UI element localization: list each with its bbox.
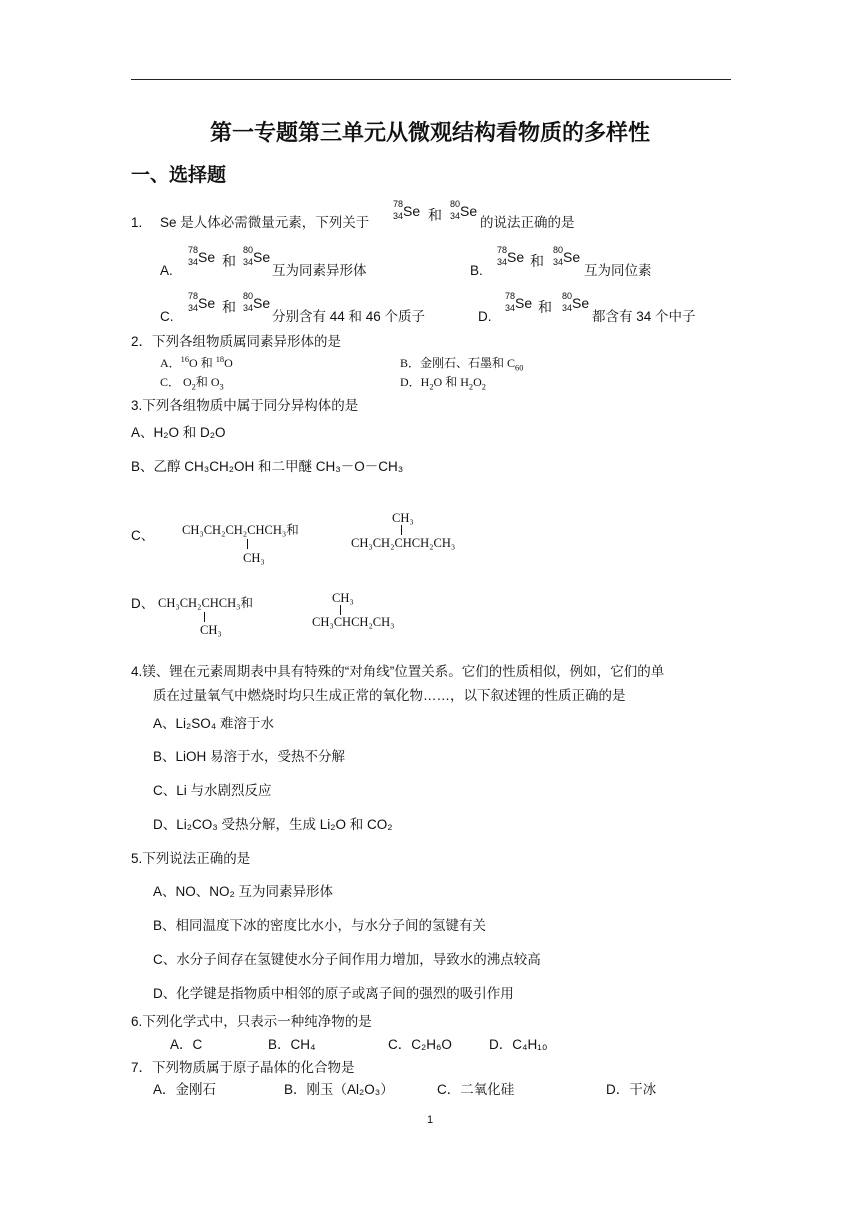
q4-option-a: A、Li₂SO₄ 难溶于水 (153, 716, 275, 731)
q7-stem: 7．下列物质属于原子晶体的化合物是 (131, 1060, 355, 1075)
q2-option-a: A．$^{16}$O 和 $^{18}$O (160, 355, 233, 370)
q4-stem-line1: 4.镁、锂在元素周期表中具有特殊的“对角线”位置关系。它们的性质相似，例如，它们的单 (131, 664, 665, 679)
q1-option-a-label: A. (160, 263, 173, 278)
q1-option-d-text: 都含有 34 个中子 (592, 309, 696, 324)
q3-option-d-label: D、 (131, 596, 155, 611)
q4-option-c: C、Li 与水剧烈反应 (153, 783, 272, 798)
q1-option-c-text: 分别含有 44 和 46 个质子 (272, 309, 426, 324)
q4-option-d: D、Li₂CO₃ 受热分解，生成 Li₂O 和 CO₂ (153, 817, 393, 832)
q1-stem-post: 的说法正确的是 (480, 215, 575, 230)
q6-option-c: C．C₂H₆O (388, 1037, 452, 1052)
q1-option-a-text: 互为同素异形体 (272, 263, 367, 278)
q1-stem-pre: Se 是人体必需微量元素，下列关于 (160, 215, 370, 230)
q6-stem: 6.下列化学式中，只表示一种纯净物的是 (131, 1014, 372, 1029)
q1-option-b-label: B. (470, 263, 483, 278)
q3-option-a: A、H₂O 和 D₂O (131, 425, 226, 440)
q3-stem: 3.下列各组物质中属于同分异构体的是 (131, 398, 359, 413)
q2-stem: 2．下列各组物质属同素异形体的是 (131, 334, 342, 349)
q5-stem: 5.下列说法正确的是 (131, 851, 251, 866)
header-rule (131, 79, 731, 80)
q5-option-d: D、化学键是指物质中相邻的原子或离子间的强烈的吸引作用 (153, 986, 514, 1001)
q7-option-b: B．刚玉（Al₂O₃） (284, 1082, 394, 1097)
q3-option-b: B、乙醇 CH₃CH₂OH 和二甲醚 CH₃－O－CH₃ (131, 459, 404, 474)
q6-option-d: D．C₄H₁₀ (489, 1037, 548, 1052)
q1-option-b-text: 互为同位素 (584, 263, 652, 278)
q6-option-b: B．CH₄ (268, 1037, 316, 1052)
page-title: 第一专题第三单元从微观结构看物质的多样性 (209, 120, 650, 145)
q1-number: 1. (131, 215, 143, 230)
q1-option-c-label: C. (160, 309, 174, 324)
q2-option-c: C． $O_2$和 $O_3$ (160, 375, 224, 392)
q7-option-c: C．二氧化硅 (437, 1082, 515, 1097)
section-heading: 一、选择题 (131, 165, 227, 186)
q7-option-a: A．金刚石 (153, 1082, 217, 1097)
q6-option-a: A．C (170, 1037, 203, 1052)
q2-option-d: D．$H_2O$ 和 $H_2O_2$ (400, 375, 486, 392)
q4-stem-line2: 质在过量氧气中燃烧时均只生成正常的氧化物……，以下叙述锂的性质正确的是 (153, 688, 626, 703)
q5-option-b: B、相同温度下冰的密度比水小，与水分子间的氢键有关 (153, 918, 487, 933)
isotope-and: 和 (428, 207, 442, 223)
q5-option-c: C、水分子间存在氢键使水分子间作用力增加，导致水的沸点较高 (153, 952, 541, 967)
q4-option-b: B、LiOH 易溶于水，受热不分解 (153, 749, 346, 764)
q2-option-b: B．金刚石、石墨和 $C_{60}$ (400, 356, 524, 373)
q7-option-d: D．干冰 (606, 1082, 657, 1097)
q1-option-d-label: D. (478, 309, 492, 324)
page-number: 1 (426, 1114, 434, 1126)
q3-option-c-label: C、 (131, 528, 155, 543)
q5-option-a: A、NO、NO₂ 互为同素异形体 (153, 884, 333, 899)
